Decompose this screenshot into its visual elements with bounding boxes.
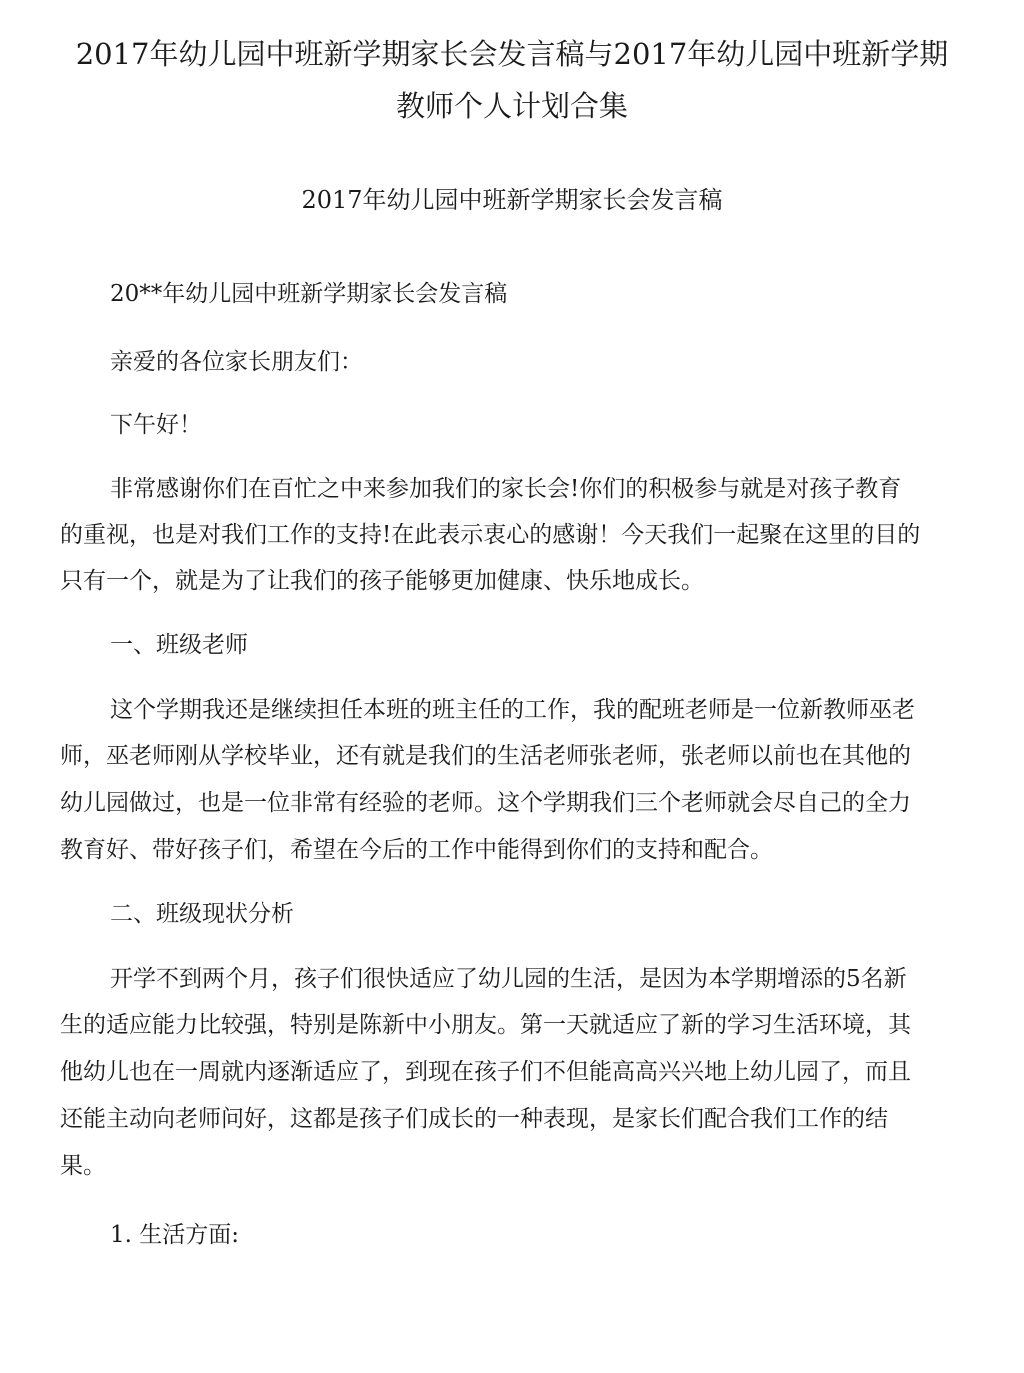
para-thanks-line-3: 只有一个，就是为了让我们的孩子能够更加健康、快乐地成长。 bbox=[60, 568, 704, 594]
para-status-line-1: 开学不到两个月，孩子们很快适应了幼儿园的生活，是因为本学期增添的5名新 bbox=[110, 966, 907, 992]
heading-life-aspect: 1. 生活方面: bbox=[110, 1222, 240, 1248]
para-status-line-3: 他幼儿也在一周就内逐渐适应了，到现在孩子们不但能高高兴兴地上幼儿园了，而且 bbox=[60, 1059, 911, 1085]
heading-class-teachers: 一、班级老师 bbox=[110, 632, 248, 658]
para-thanks-line-2: 的重视，也是对我们工作的支持!在此表示衷心的感谢！今天我们一起聚在这里的目的 bbox=[60, 522, 921, 548]
para-status-line-2: 生的适应能力比较强，特别是陈新中小朋友。第一天就适应了新的学习生活环境，其 bbox=[60, 1012, 911, 1038]
para-teachers-line-2: 师，巫老师刚从学校毕业，还有就是我们的生活老师张老师，张老师以前也在其他的 bbox=[60, 743, 911, 769]
greeting: 下午好！ bbox=[110, 412, 202, 438]
para-teachers-line-4: 教育好、带好孩子们，希望在今后的工作中能得到你们的支持和配合。 bbox=[60, 837, 773, 863]
para-thanks-line-1: 非常感谢你们在百忙之中来参加我们的家长会!你们的积极参与就是对孩子教育 bbox=[110, 476, 902, 502]
section-title: 2017年幼儿园中班新学期家长会发言稿 bbox=[301, 186, 723, 214]
speech-subtitle: 20**年幼儿园中班新学期家长会发言稿 bbox=[110, 281, 508, 307]
para-status-line-5: 果。 bbox=[60, 1153, 106, 1179]
para-status-line-4: 还能主动向老师问好，这都是孩子们成长的一种表现，是家长们配合我们工作的结 bbox=[60, 1106, 888, 1132]
document-title-line-1: 2017年幼儿园中班新学期家长会发言稿与2017年幼儿园中班新学期 bbox=[75, 37, 949, 71]
para-teachers-line-3: 幼儿园做过，也是一位非常有经验的老师。这个学期我们三个老师就会尽自己的全力 bbox=[60, 790, 911, 816]
document-title-line-2: 教师个人计划合集 bbox=[395, 89, 628, 123]
heading-class-status: 二、班级现状分析 bbox=[110, 901, 294, 927]
para-teachers-line-1: 这个学期我还是继续担任本班的班主任的工作，我的配班老师是一位新教师巫老 bbox=[110, 697, 915, 723]
document-title bbox=[40, 28, 984, 132]
salutation: 亲爱的各位家长朋友们： bbox=[110, 349, 363, 375]
